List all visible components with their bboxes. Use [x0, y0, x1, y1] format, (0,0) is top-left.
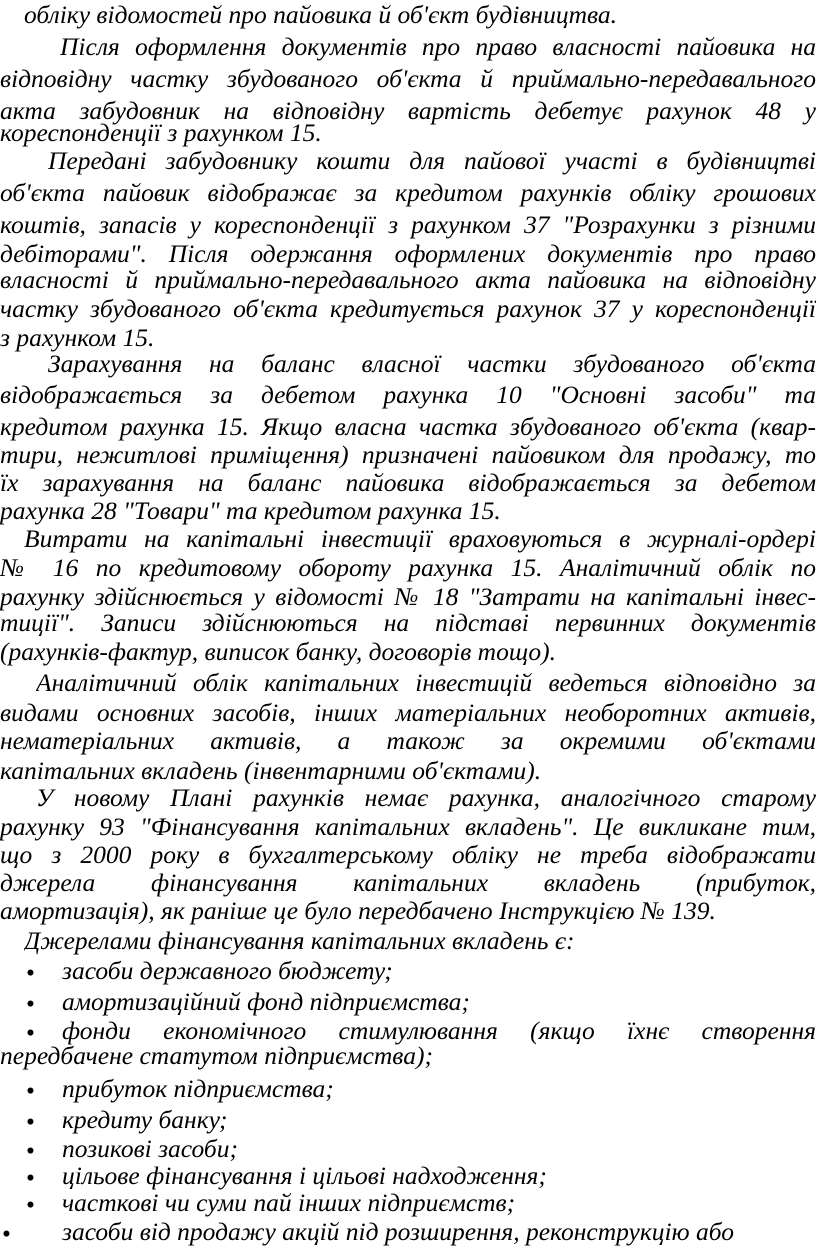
text-line: рахунка 28 "Товари" та кредитом рахунка 15.: [0, 496, 501, 525]
text-line: обліку відомостей про пайовика й об'єкт будівництва.: [24, 0, 618, 29]
text-line: рахунку здійснюється у відомості № 18 "Затрати на капітальні інвес-: [0, 582, 816, 611]
text-line: частку збудованого об'єкта кредитується рахунок 37 у кореспонденції: [0, 294, 816, 323]
list-item: засоби державного бюджету;: [62, 956, 393, 985]
text-line: з рахунком 15.: [0, 323, 155, 352]
text-line: № 16 по кредитовому обороту рахунка 15. Аналітичний облік по: [0, 553, 816, 582]
text-line: (рахунків-фактур, виписок банку, договорів тощо).: [0, 637, 557, 666]
text-line: кредитом рахунка 15. Якщо власна частка збудованого об'єкта (квар-: [0, 412, 816, 441]
text-line: Джерелами фінансування капітальних вкладень є:: [24, 926, 575, 955]
text-line: дебіторами". Після одержання оформлених документів про право: [0, 239, 816, 268]
list-item: часткові чи суми пай інших підприємств;: [62, 1188, 516, 1217]
bullet-marker: •: [26, 1190, 35, 1219]
text-line: амортизація), як раніше це було передбачено Інструкцією № 139.: [0, 896, 716, 925]
bullet-marker: •: [26, 1136, 35, 1165]
text-line: видами основних засобів, інших матеріальних необоротних активів,: [0, 698, 816, 727]
list-item: цільове фінансування і цільові надходження;: [62, 1161, 547, 1190]
text-line: об'єкта пайовик відображає за кредитом рахунків обліку грошових: [0, 178, 816, 207]
text-line: капітальних вкладень (інвентарними об'єктами).: [0, 756, 542, 785]
text-line: Передані забудовнику кошти для пайової участі в будівництві: [48, 146, 816, 175]
text-line: тиції". Записи здійснюються на підставі первинних документів: [0, 608, 816, 637]
bullet-marker: •: [26, 1107, 35, 1136]
text-line: коштів, запасів у кореспонденції з рахунком 37 "Розрахунки з різними: [0, 210, 816, 239]
text-line: Після оформлення документів про право власності пайовика на: [60, 32, 816, 61]
text-line: акта забудовник на відповідну вартість дебетує рахунок 48 у: [0, 96, 816, 125]
text-line: відповідну частку збудованого об'єкта й приймально-передавального: [0, 64, 816, 93]
list-item: амортизаційний фонд підприємства;: [62, 987, 470, 1016]
bullet-marker: •: [26, 1076, 35, 1105]
list-item: фонди економічного стимулювання (якщо їхнє створення: [62, 1016, 816, 1045]
text-line: нематеріальних активів, а також за окремими об'єктами: [0, 726, 816, 755]
list-item: кредиту банку;: [62, 1105, 228, 1134]
bullet-marker: •: [26, 1018, 35, 1047]
list-item: засоби від продажу акцій під розширення, реконструкцію або: [62, 1217, 734, 1246]
text-line: що з 2000 року в бухгалтерському обліку не треба відображати: [0, 840, 816, 869]
text-line: Зарахування на баланс власної частки збудованого об'єкта: [48, 349, 816, 378]
list-item-continuation: передбачене статутом підприємства);: [0, 1041, 433, 1070]
text-line: джерела фінансування капітальних вкладень (прибуток,: [0, 868, 816, 897]
text-line: власності й приймально-передавального акта пайовика на відповідну: [0, 265, 816, 294]
list-item: позикові засоби;: [62, 1134, 238, 1163]
text-line: кореспонденції з рахунком 15.: [0, 118, 322, 147]
list-item: прибуток підприємства;: [62, 1074, 334, 1103]
bullet-marker: •: [2, 1219, 11, 1248]
text-line: їх зарахування на баланс пайовика відображається за дебетом: [0, 468, 816, 497]
bullet-marker: •: [26, 958, 35, 987]
bullet-marker: •: [26, 989, 35, 1018]
text-line: У новому Плані рахунків немає рахунка, аналогічного старому: [36, 783, 816, 812]
text-line: тири, нежитлові приміщення) призначені пайовиком для продажу, то: [0, 440, 816, 469]
bullet-marker: •: [26, 1163, 35, 1192]
text-line: Аналітичний облік капітальних інвестицій ведеться відповідно за: [36, 668, 816, 697]
text-line: відображається за дебетом рахунка 10 "Основні засоби" та: [0, 380, 816, 409]
text-line: рахунку 93 "Фінансування капітальних вкладень". Це викликане тим,: [0, 812, 816, 841]
text-line: Витрати на капітальні інвестиції враховуються в журналі-ордері: [24, 524, 816, 553]
